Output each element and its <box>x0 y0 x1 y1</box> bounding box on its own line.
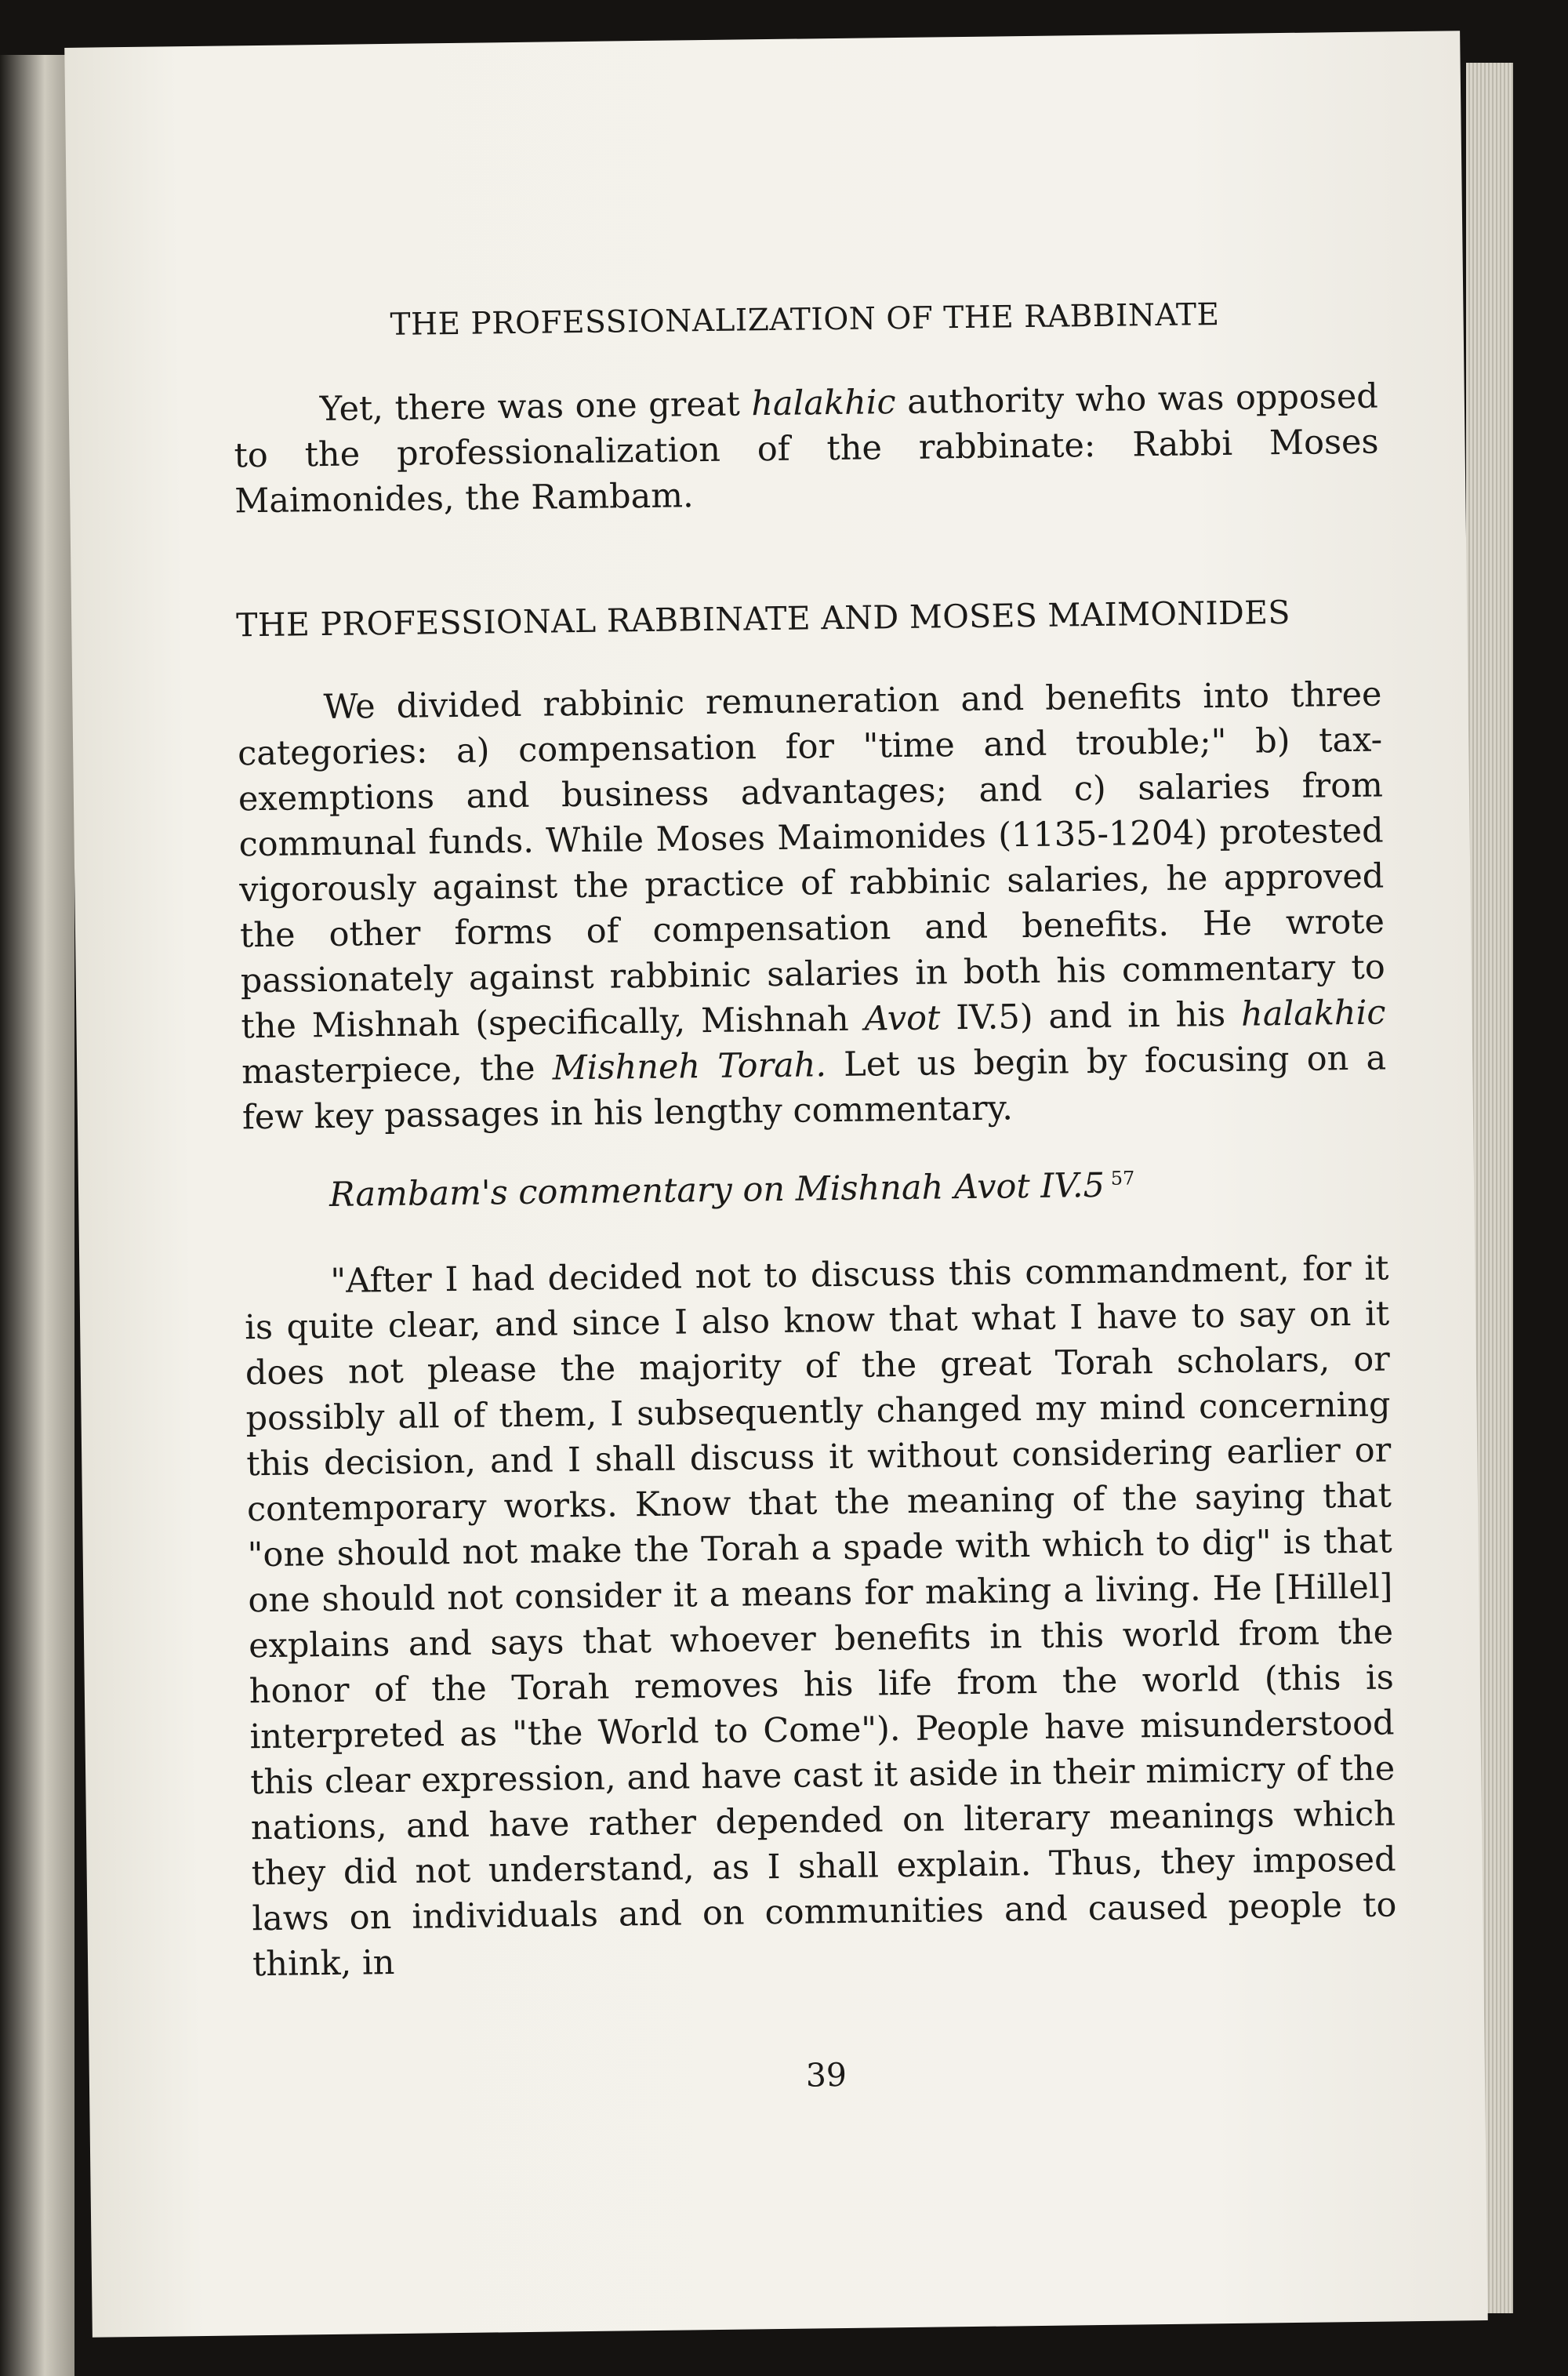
section-heading: THE PROFESSIONAL RABBINATE AND MOSES MAIMONIDES <box>235 593 1290 645</box>
page-number: 39 <box>805 2055 848 2094</box>
subheading: Rambam's commentary on Mishnah Avot IV.5 $^{57}$ <box>328 1165 1135 1215</box>
paragraph-2: We divided rabbinic remuneration and benefits into three categories: a) compensation for "time and trouble;" b) tax-exemptions and business advantages; and c) salaries from communal funds. While Moses Maimonides (1135-1204) protested vigorously against the practice of rabbinic salaries, he approved the other forms of compensation and benefits. He wrote passionately against rabbinic salaries in both his commentary to the Mishnah (specifically, Mishnah Avot IV.5) and in his halakhic masterpiece, the Mishneh Torah. Let us begin by focusing on a few key passages in his lengthy commentary. <box>237 674 1387 1138</box>
paragraph-1: Yet, there was one great halakhic authority who was opposed to the professionalization of the rabbinate: Rabbi Moses Maimonides, the Rambam. <box>234 376 1379 521</box>
paragraph-3-quote: "After I had decided not to discuss this commandment, for it is quite clear, and since I also know that what I have to say on it does not please the majority of the great Torah scholars, or possibly all of them, I subsequently changed my mind concerning this decision, and I shall discuss it without considering earlier or contemporary works. Know that the meaning of the saying that "one should not make the Torah a spade with which to dig" is that one should not consider it a means for making a living. He [Hillel] explains and says that whoever benefits in this world from the honor of the Torah removes his life from the world (this is interpreted as "the World to Come"). People have misunderstood this clear expression, and have cast it aside in their mimicry of the nations, and have rather depended on literary meanings which they did not understand, as I shall explain. Thus, they imposed laws on individuals and on communities and caused people to think, in <box>244 1248 1397 1985</box>
running-head: THE PROFESSIONALIZATION OF THE RABBINATE <box>390 297 1220 343</box>
page-text <box>232 291 1399 2105</box>
book-page <box>64 31 1488 2338</box>
footnote-marker: 57 <box>1110 1167 1135 1190</box>
left-page-edge <box>0 55 74 2376</box>
